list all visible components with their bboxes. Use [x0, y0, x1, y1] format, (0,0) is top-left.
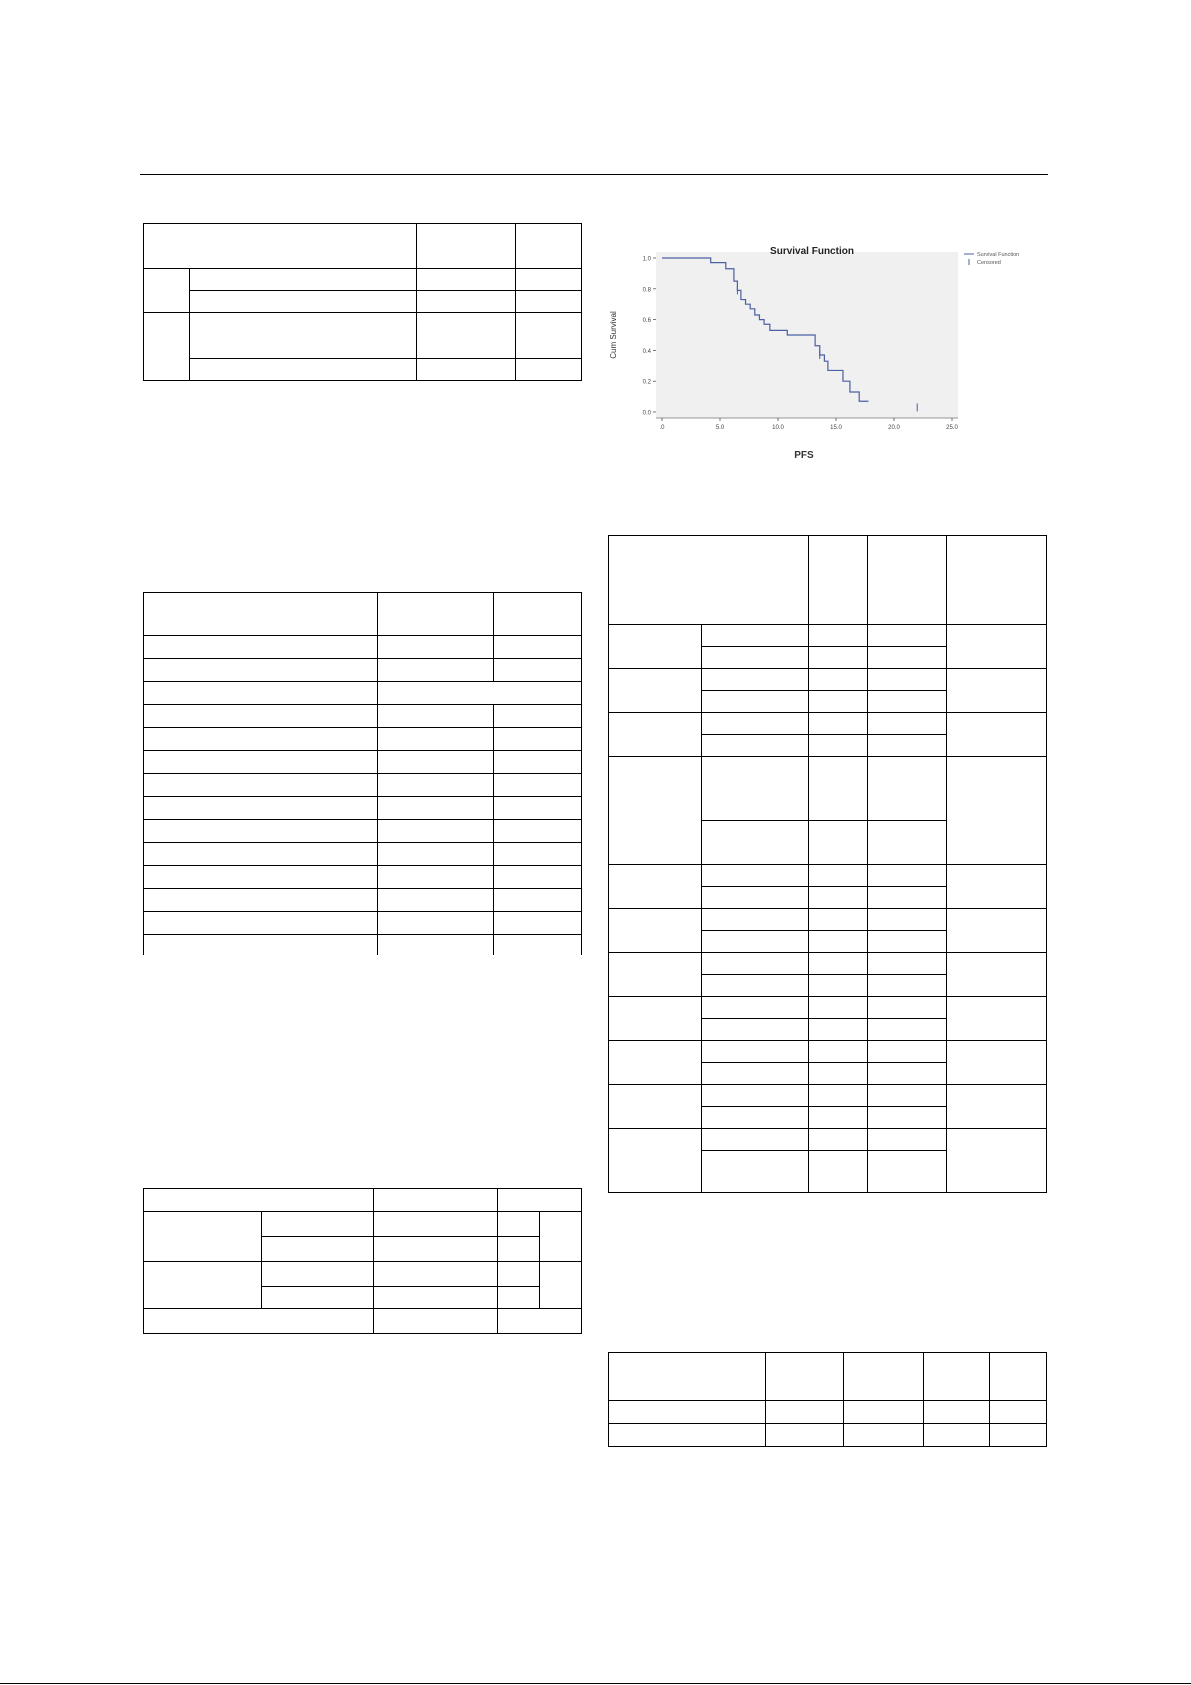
table-row: [144, 682, 582, 705]
y-tick-label: 1.0: [642, 256, 651, 263]
table-row: [609, 865, 1047, 887]
table-row: [144, 359, 582, 381]
table-row: [144, 912, 582, 935]
table-row: [144, 820, 582, 843]
table-row: [144, 1262, 582, 1287]
table-row: [144, 843, 582, 866]
table-row: [609, 536, 1047, 625]
x-tick-label: 10.0: [772, 425, 784, 431]
table-row: [144, 774, 582, 797]
table-row: [144, 224, 582, 269]
x-tick-label: 20.0: [888, 425, 900, 431]
table-row: [144, 728, 582, 751]
table-3: [143, 1188, 582, 1334]
table-1: [143, 223, 582, 381]
table-row: [609, 909, 1047, 931]
survival-chart-svg: [606, 244, 1052, 466]
table-row: [609, 625, 1047, 647]
y-tick-label: 0.4: [642, 348, 651, 355]
table-5: [608, 1352, 1047, 1447]
table-row: [144, 291, 582, 313]
table-row: [144, 313, 582, 359]
y-tick-label: 0.0: [642, 410, 651, 417]
table-2: [143, 592, 582, 955]
table-row: [144, 889, 582, 912]
table-row: [144, 593, 582, 636]
table-row: [609, 1041, 1047, 1063]
table-row: [609, 713, 1047, 735]
table-row: [144, 935, 582, 955]
table-row: [609, 1353, 1047, 1401]
page-bottom-edge: [0, 1683, 1191, 1684]
y-tick-label: 0.8: [642, 287, 651, 294]
x-tick-label: .0: [659, 425, 665, 431]
table-row: [144, 705, 582, 728]
table-row: [609, 1424, 1047, 1447]
legend-label-series: Survival Function: [977, 252, 1020, 258]
table-row: [609, 953, 1047, 975]
table-row: [609, 1401, 1047, 1424]
table-row: [609, 1085, 1047, 1107]
table-row: [144, 1212, 582, 1237]
table-row: [609, 669, 1047, 691]
x-tick-label: 25.0: [946, 425, 958, 431]
table-row: [144, 659, 582, 682]
table-row: [144, 636, 582, 659]
table-row: [144, 1309, 582, 1334]
table-row: [144, 797, 582, 820]
y-tick-label: 0.2: [642, 379, 651, 386]
chart-title: Survival Function: [770, 246, 854, 257]
table-4: [608, 535, 1047, 1193]
x-tick-label: 15.0: [830, 425, 842, 431]
table-row: [144, 269, 582, 291]
table-row: [609, 997, 1047, 1019]
y-axis-label: Cum Survival: [609, 311, 618, 359]
table-row: [144, 866, 582, 889]
table-row: [144, 1189, 582, 1212]
table-row: [144, 751, 582, 774]
legend-label-censored: Censored: [977, 260, 1001, 266]
x-tick-label: 5.0: [715, 425, 725, 431]
survival-chart: [606, 244, 1052, 466]
table-row: [609, 1129, 1047, 1151]
x-axis-label: PFS: [794, 450, 814, 461]
y-tick-label: 0.6: [642, 318, 651, 325]
table-row: [609, 757, 1047, 821]
header-rule: [140, 174, 1048, 175]
